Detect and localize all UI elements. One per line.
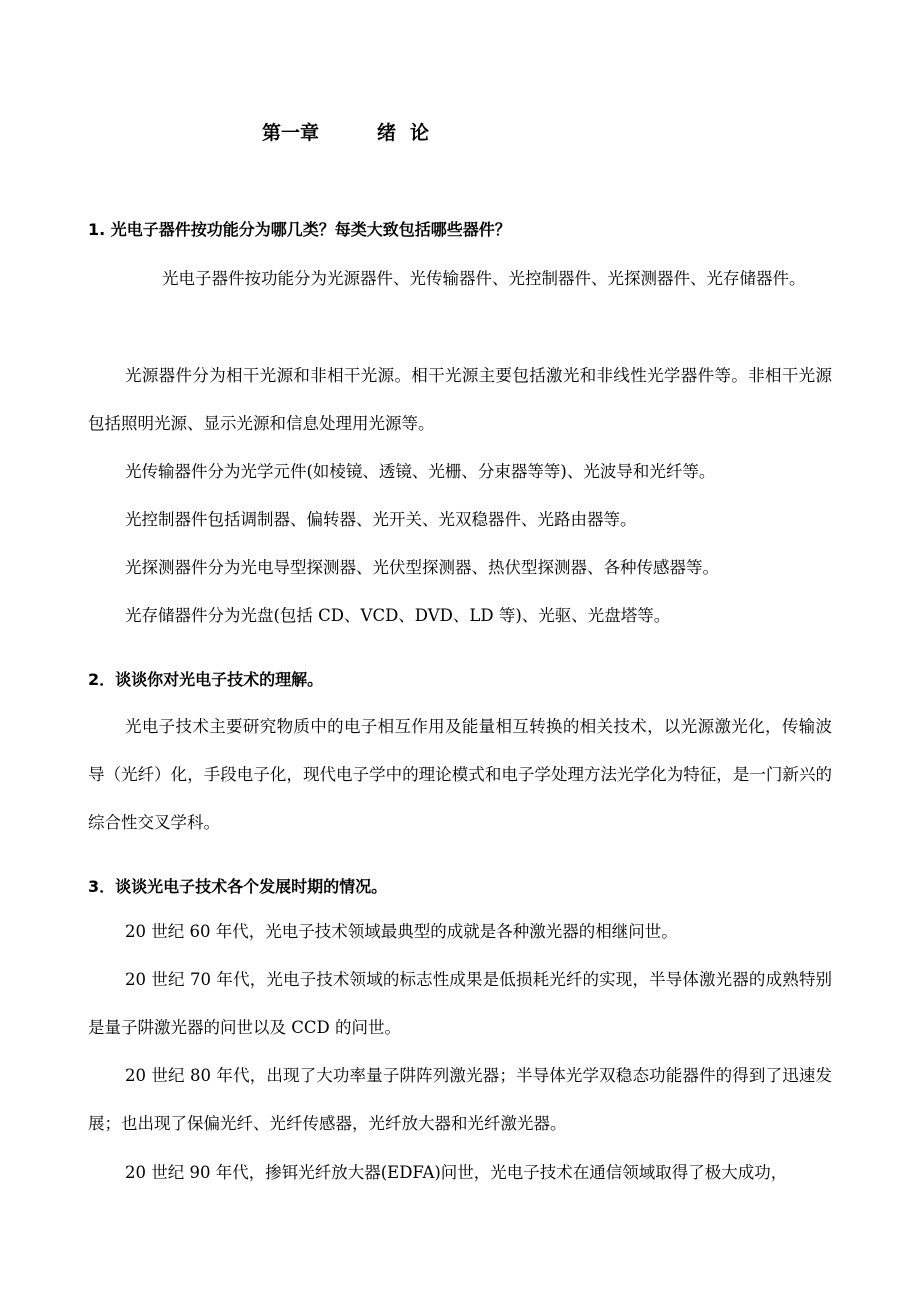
answer-3-paragraph-3: 20 世纪 80 年代，出现了大功率量子阱阵列激光器；半导体光学双稳态功能器件的得到了迅速发展；也出现了保偏光纤、光纤传感器，光纤放大器和光纤激光器。 bbox=[88, 1066, 832, 1133]
answer-3-paragraph-1: 20 世纪 60 年代，光电子技术领域最典型的成就是各种激光器的相继问世。 bbox=[125, 922, 678, 941]
answer-3-paragraph-2: 20 世纪 70 年代，光电子技术领域的标志性成果是低损耗光纤的实现，半导体激光器的成熟特别是量子阱激光器的问世以及 CCD 的问世。 bbox=[88, 970, 832, 1037]
question-3: 3．谈谈光电子技术各个发展时期的情况。 bbox=[88, 877, 388, 896]
question-2: 2．谈谈你对光电子技术的理解。 bbox=[88, 670, 324, 689]
answer-1-paragraph-5: 光探测器件分为光电导型探测器、光伏型探测器、热伏型探测器、各种传感器等。 bbox=[125, 558, 719, 577]
answer-1-paragraph-1: 光电子器件按功能分为光源器件、光传输器件、光控制器件、光探测器件、光存储器件。 bbox=[162, 269, 806, 288]
answer-1-paragraph-6: 光存储器件分为光盘(包括 CD、VCD、DVD、LD 等)、光驱、光盘塔等。 bbox=[125, 606, 671, 625]
answer-1-paragraph-4: 光控制器件包括调制器、偏转器、光开关、光双稳器件、光路由器等。 bbox=[125, 510, 637, 529]
answer-2-paragraph-1: 光电子技术主要研究物质中的电子相互作用及能量相互转换的相关技术，以光源激光化，传输波导（光纤）化，手段电子化，现代电子学中的理论模式和电子学处理方法光学化为特征，是一门新兴的综合性交叉学科。 bbox=[88, 717, 832, 832]
question-1: 1. 光电子器件按功能分为哪几类？每类大致包括哪些器件？ bbox=[88, 220, 511, 239]
chapter-title: 绪论 bbox=[377, 122, 444, 144]
chapter-heading bbox=[262, 118, 443, 145]
chapter-number: 第一章 bbox=[262, 122, 320, 144]
answer-1-paragraph-3: 光传输器件分为光学元件(如棱镜、透镜、光栅、分束器等等)、光波导和光纤等。 bbox=[125, 462, 716, 481]
answer-1-paragraph-2: 光源器件分为相干光源和非相干光源。相干光源主要包括激光和非线性光学器件等。非相干光源包括照明光源、显示光源和信息处理用光源等。 bbox=[88, 366, 832, 433]
answer-3-paragraph-4: 20 世纪 90 年代，掺铒光纤放大器(EDFA)问世，光电子技术在通信领域取得了极大成功， bbox=[125, 1163, 788, 1182]
